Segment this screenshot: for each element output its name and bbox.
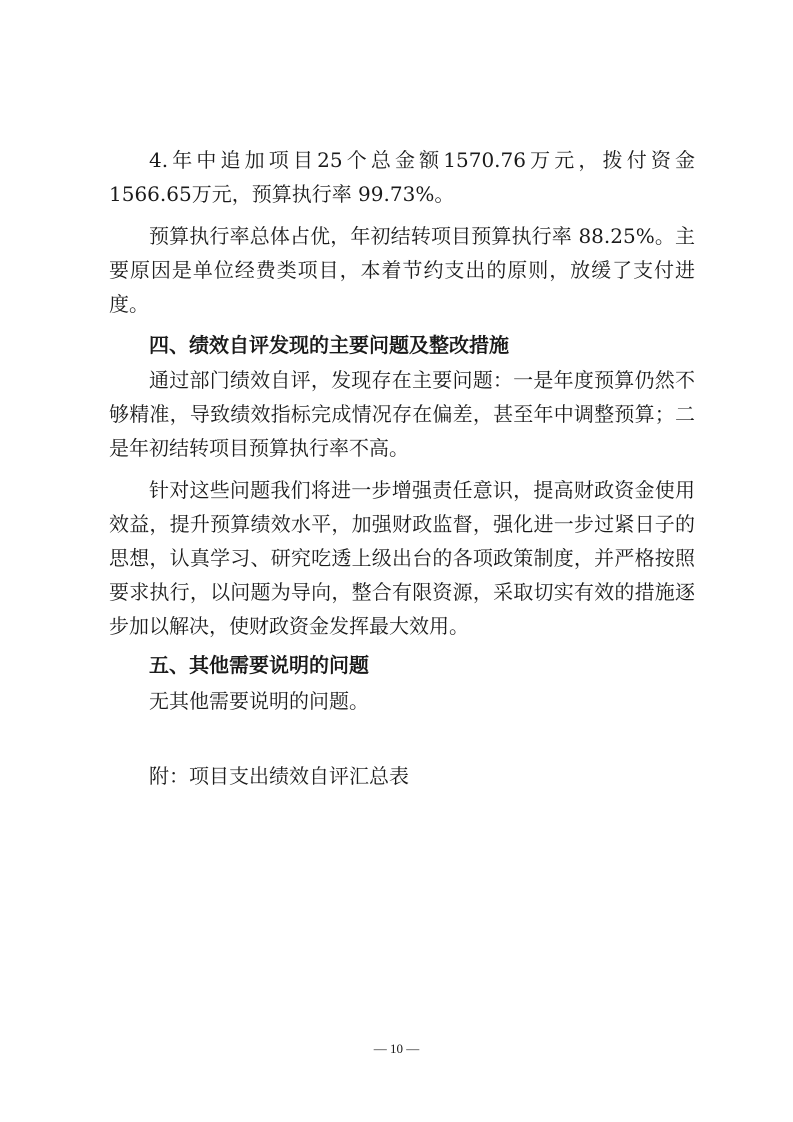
paragraph-additional-projects: 4.年中追加项目25个总金额1570.76万元，拨付资金1566.65万元，预算执行率 99.73%。 xyxy=(109,148,695,206)
paragraph-measures: 针对这些问题我们将进一步增强责任意识，提高财政资金使用效益，提升预算绩效水平，加强财政监督，强化进一步过紧日子的思想，认真学习、研究吃透上级出台的各项政策制度，并严格按照要求执行，以问题为导向，整合有限资源，采取切实有效的措施逐步加以解决，使财政资金发挥最大效用。 xyxy=(109,478,695,638)
paragraph-execution-rate: 预算执行率总体占优，年初结转项目预算执行率 88.25%。主要原因是单位经费类项目，本着节约支出的原则，放缓了支付进度。 xyxy=(109,224,695,316)
attachment-note: 附：项目支出绩效自评汇总表 xyxy=(149,764,409,788)
section-heading-problems: 四、绩效自评发现的主要问题及整改措施 xyxy=(149,333,509,357)
section-heading-other: 五、其他需要说明的问题 xyxy=(149,653,369,677)
page-number: — 10 — xyxy=(373,1041,420,1056)
paragraph-problems: 通过部门绩效自评，发现存在主要问题：一是年度预算仍然不够精准，导致绩效指标完成情况存在偏差，甚至年中调整预算；二是年初结转项目预算执行率不高。 xyxy=(109,368,695,460)
paragraph-no-other: 无其他需要说明的问题。 xyxy=(149,689,369,713)
